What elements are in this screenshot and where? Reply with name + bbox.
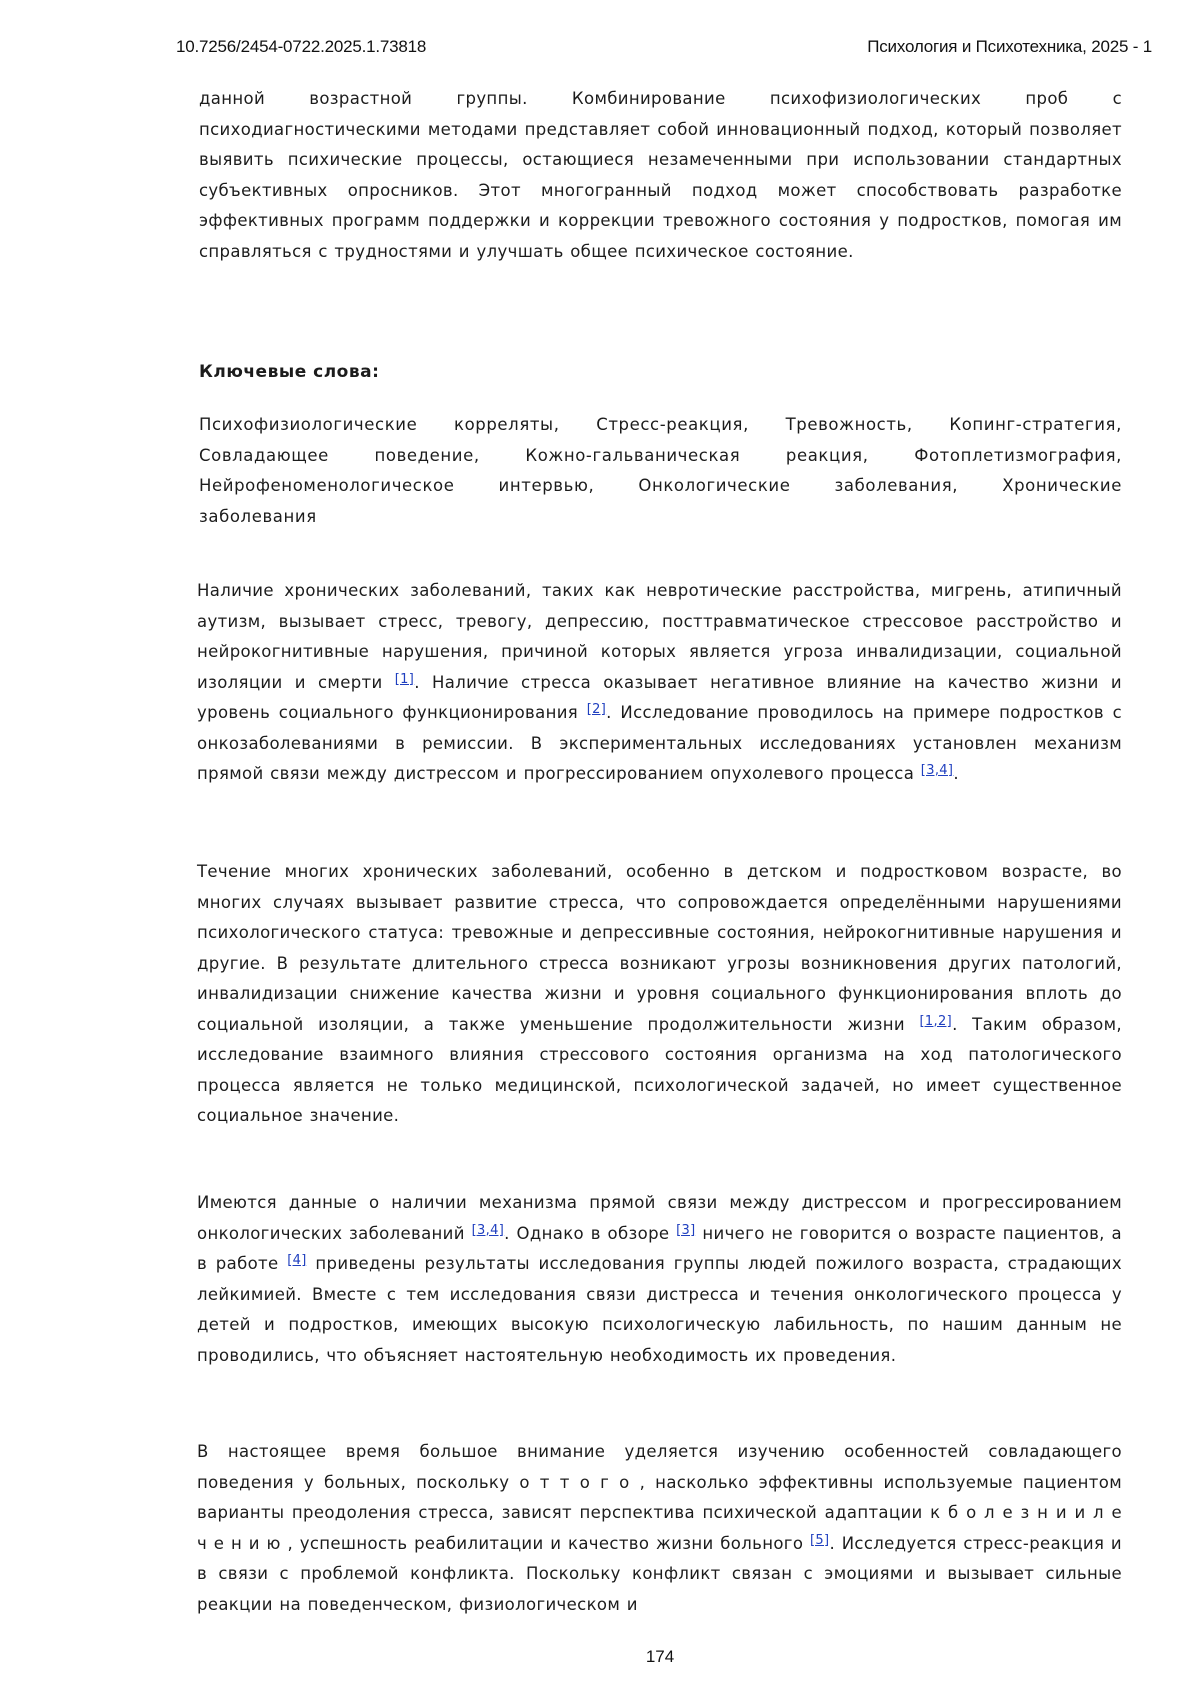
- paragraph-text: ничего не говорится о возрасте пациентов, а в работе: [197, 1224, 1122, 1274]
- paragraph-text: . Таким образом, исследование взаимного влияния стрессового состояния организма на ход патологического процесса является не только медицинской, психологической задачей, но имеет существенное социальное значение.: [197, 1015, 1122, 1126]
- keyword: Психофизиологические корреляты: [199, 415, 554, 434]
- citation-link[interactable]: [3,4]: [472, 1223, 505, 1238]
- body-paragraph-3: [197, 1188, 1122, 1371]
- body-paragraph-2: [197, 857, 1122, 1132]
- citation-link[interactable]: [5]: [810, 1533, 829, 1548]
- paragraph-text: приведены результаты исследования группы людей пожилого возраста, страдающих лейкимией. Вместе с тем исследования связи дистресса и течения онкологического процесса у детей и подростков, имеющих высокую психологическую лабильность, по нашим данным не проводились, что объясняет настоятельную необходимость их проведения.: [197, 1254, 1122, 1365]
- abstract-tail-paragraph: данной возрастной группы. Комбинирование психофизиологических проб с психодиагностическими методами представляет собой инновационный подход, который позволяет выявить психические процессы, остающиеся незамеченными при использовании стандартных субъективных опросников. Этот многогранный подход может способствовать разработке эффективных программ поддержки и коррекции тревожного состояния у подростков, помогая им справляться с трудностями и улучшать общее психическое состояние.: [199, 84, 1122, 267]
- paragraph-text: .: [953, 764, 959, 783]
- page-number: 174: [0, 1647, 1200, 1667]
- keyword: Копинг-стратегия: [949, 415, 1116, 434]
- citation-link[interactable]: [4]: [287, 1253, 306, 1268]
- citation-link[interactable]: [2]: [587, 702, 606, 717]
- doi-header: 10.7256/2454-0722.2025.1.73818: [176, 37, 426, 57]
- keyword: Хронические заболевания: [199, 476, 1122, 526]
- keywords-title: Ключевые слова:: [199, 362, 379, 382]
- paragraph-text: . Однако в обзоре: [504, 1224, 676, 1243]
- citation-link[interactable]: [1,2]: [919, 1014, 952, 1029]
- keyword: Стресс-реакция: [596, 415, 743, 434]
- paragraph-text: . Исследование проводилось на примере подростков с онкозаболеваниями в ремиссии. В экспериментальных исследованиях установлен механизм прямой связи между дистрессом и прогрессированием опухолевого процесса: [197, 703, 1122, 783]
- paragraph-text: Течение многих хронических заболеваний, особенно в детском и подростковом возрасте, во многих случаях вызывает развитие стресса, что сопровождается определёнными нарушениями психологического статуса: тревожные и депрессивные состояния, нейрокогнитивные нарушения и другие. В результате длительного стресса возникают угрозы возникновения других патологий, инвалидизации снижение качества жизни и уровня социального функционирования вплоть до социальной изоляции, а также уменьшение продолжительности жизни: [197, 862, 1122, 1034]
- body-paragraph-4: [197, 1437, 1122, 1620]
- keyword: Онкологические заболевания: [638, 476, 952, 495]
- paragraph-text: Имеются данные о наличии механизма прямой связи между дистрессом и прогрессированием онкологических заболеваний: [197, 1193, 1122, 1243]
- journal-header: Психология и Психотехника, 2025 - 1: [867, 37, 1152, 57]
- paragraph-text: Наличие хронических заболеваний, таких как невротические расстройства, мигрень, атипичный аутизм, вызывает стресс, тревогу, депрессию, посттравматическое стрессовое расстройство и нейрокогнитивные нарушения, причиной которых является угроза инвалидизации, социальной изоляции и смерти: [197, 581, 1122, 692]
- paragraph-text: В настоящее время большое внимание уделяется изучению особенностей совладающего поведения у больных, поскольку о т т о г о , насколько эффективны используемые пациентом варианты преодоления стресса, зависят перспектива психической адаптации к б о л е з н и и л е ч е н и ю , успешность реабилитации и качество жизни больного: [197, 1442, 1122, 1553]
- keyword: Нейрофеноменологическое интервью: [199, 476, 588, 495]
- citation-link[interactable]: [3]: [676, 1223, 695, 1238]
- paragraph-text: . Исследуется стресс-реакция и в связи с проблемой конфликта. Поскольку конфликт связан с эмоциями и вызывает сильные реакции на поведенческом, физиологическом и: [197, 1534, 1122, 1614]
- citation-link[interactable]: [3,4]: [921, 763, 954, 778]
- keyword: Совладающее поведение: [199, 446, 474, 465]
- keyword: Тревожность: [786, 415, 907, 434]
- keywords-list: Психофизиологические корреляты, Стресс-реакция, Тревожность, Копинг-стратегия, Совладающее поведение, Кожно-гальваническая реакция, Фотоплетизмография, Нейрофеноменологическое интервью, Онкологические заболевания, Хронические заболевания: [199, 410, 1122, 532]
- citation-link[interactable]: [1]: [395, 672, 414, 687]
- paragraph-text: . Наличие стресса оказывает негативное влияние на качество жизни и уровень социального функционирования: [197, 673, 1122, 723]
- body-paragraph-1: [197, 576, 1122, 790]
- keyword: Фотоплетизмография: [914, 446, 1116, 465]
- keyword: Кожно-гальваническая реакция: [525, 446, 862, 465]
